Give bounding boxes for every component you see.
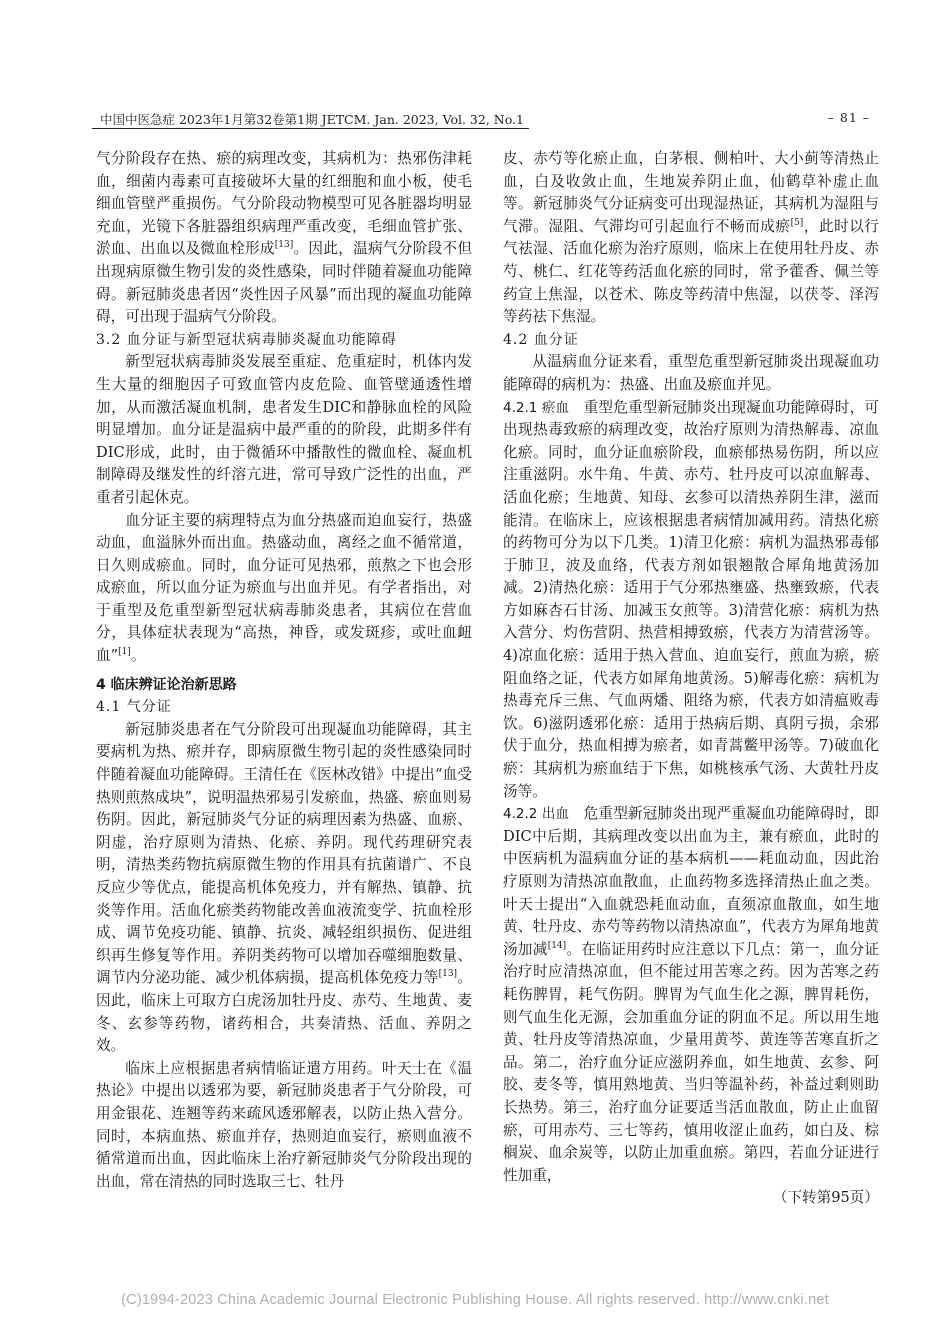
section-heading-3-2: 3.2 血分证与新型冠状病毒肺炎凝血功能障碍 — [96, 331, 397, 348]
citation-ref: [5] — [790, 217, 804, 228]
copyright-footer: (C)1994-2023 China Academic Journal Electronic Publishing House. All rights reserved. http://www.cnki.net — [121, 1292, 829, 1308]
header-rule — [92, 128, 529, 129]
right-column — [503, 148, 879, 1210]
paragraph: 从温病血分证来看，重型危重型新冠肺炎出现凝血功能障碍的病机为：热盛、出血及瘀血并见。 — [503, 353, 879, 393]
page-number: – 81 – — [827, 110, 870, 125]
citation-ref: [13] — [438, 969, 458, 980]
paragraph: 4.2.2 出血 危重型新冠肺炎出现严重凝血功能障碍时，即DIC中后期，其病理改变以出血为主，兼有瘀血，此时的中医病机为温病血分证的基本病机——耗血动血，因此治疗原则为清热凉血散血，止血药物多选择清热止血之类。叶天士提出“入血就恐耗血动血，直须凉血散血，如生地黄、牡丹皮、赤芍等药物以清热凉血”，代表方为犀角地黄汤加减[14]。在临证用药时应注意以下几点：第一，血分证治疗时应清热凉血，但不能过用苦寒之药。因为苦寒之药耗伤脾胃，耗气伤阴。脾胃为气血生化之源，脾胃耗伤，则气血生化无源，会加重血分证的阴血不足。所以用生地黄、牡丹皮等清热凉血，少量用黄芩、黄连等苦寒直折之品。第二，治疗血分证应滋阴养血，如生地黄、玄参、阿胶、麦冬等，慎用熟地黄、当归等温补药，补益过剩则助长热势。第三，治疗血分证要适当活血散血，防止止血留瘀，可用赤芍、三七等药，慎用收涩止血药，如白及、棕榈炭、血余炭等，以防止加重血瘀。第四，若血分证进行性加重， — [503, 805, 879, 1184]
subsection-heading-4-2-2: 4.2.2 出血 — [503, 806, 570, 823]
paragraph: 血分证主要的病理特点为血分热盛而迫血妄行，热盛动血，血溢脉外而出血。热盛动血，离经之血不循常道，日久则成瘀血。同时，血分证可见热邪，煎熬之下也会形成瘀血，所以血分证为瘀血与出血并见。有学者指出，对于重型及危重型新型冠状病毒肺炎患者，其病位在营血分，具体症状表现为“高热，神昏，或发斑疹，或吐血衄血”[1]。 — [96, 511, 472, 665]
paragraph: 新冠肺炎患者在气分阶段可出现凝血功能障碍，其主要病机为热、瘀并存，即病原微生物引起的炎性感染同时伴随着凝血功能障碍。王清任在《医林改错》中提出“血受热则煎熬成块”，说明温热邪易引发瘀血，热盛、瘀血则易伤阴。因此，新冠肺炎气分证的病理因素为热盛、血瘀、阴虚，治疗原则为清热、化瘀、养阴。现代药理研究表明，清热类药物抗病原微生物的作用具有抗菌谱广、不良反应少等优点，能提高机体免疫力，并有解热、镇静、抗炎等作用。活血化瘀类药物能改善血液流变学、抗血栓形成、调节免疫功能、镇静、抗炎、减轻组织损伤、促进组织再生修复等作用。养阴类药物可以增加吞噬细胞数量、调节内分泌功能、减少机体病损，提高机体免疫力等[13]。因此，临床上可取方白虎汤加牡丹皮、赤芍、生地黄、麦冬、玄参等药物，诸药相合，共奏清热、活血、养阴之效。 — [96, 720, 472, 1055]
subsection-heading-4-2-1: 4.2.1 瘀血 — [503, 399, 570, 416]
section-heading-4-1: 4.1 气分证 — [96, 699, 172, 716]
left-column — [96, 148, 472, 1193]
paragraph: 皮、赤芍等化瘀止血，白茅根、侧柏叶、大小蓟等清热止血，白及收敛止血，生地炭养阴止血，仙鹤草补虚止血等。新冠肺炎气分证病变可出现湿热证，其病机为湿阻与气滞。湿阻、气滞均可引起血行不畅而成瘀[5]，此时以行气祛湿、活血化瘀为治疗原则，临床上在使用牡丹皮、赤芍、桃仁、红花等药活血化瘀的同时，常予藿香、佩兰等药宣上焦湿，以苍术、陈皮等药清中焦湿，以茯苓、泽泻等药祛下焦湿。 — [503, 150, 879, 326]
journal-citation: 中国中医急症 2023年1月第32卷第1期 JETCM. Jan. 2023, Vol. 32, No.1 — [100, 112, 524, 127]
citation-ref: [13] — [274, 240, 294, 251]
paragraph: 新型冠状病毒肺炎发展至重症、危重症时，机体内发生大量的细胞因子可致血管内皮危险、血管壁通透性增加，从而激活凝血机制，患者发生DIC和静脉血栓的风险明显增加。血分证是温病中最严重的的阶段，此期多伴有DIC形成，此时，由于微循环中播散性的微血栓、凝血机制障碍及继发性的纤溶亢进，常可导致广泛性的出血，严重者引起休克。 — [96, 353, 472, 506]
paragraph: 气分阶段存在热、瘀的病理改变，其病机为：热邪伤津耗血，细菌内毒素可直接破坏大量的红细胞和血小板，使毛细血管壁严重损伤。气分阶段动物模型可见各脏器均明显充血，光镜下各脏器组织病理严重改变，毛细血管扩张、淤血、出血以及微血栓形成[13]。因此，温病气分阶段不但出现病原微生物引发的炎性感染，同时伴随着凝血功能障碍。新冠肺炎患者因“炎性因子风暴”而出现的凝血功能障碍，可出现于温病气分阶段。 — [96, 150, 472, 326]
continued-note: （下转第95页） — [772, 1189, 879, 1207]
paragraph: 临床上应根据患者病情临证遣方用药。叶天士在《温热论》中提出以透邪为要，新冠肺炎患者于气分阶段，可用金银花、连翘等药来疏风透邪解表，以防止热入营分。同时，本病血热、瘀血并存，热则迫血妄行，瘀则血液不循常道而出血，因此临床上治疗新冠肺炎气分阶段出现的出血，常在清热的同时选取三七、牡丹 — [96, 1059, 472, 1190]
citation-ref: [14] — [547, 940, 567, 951]
section-heading-4: 4 临床辨证论治新思路 — [96, 676, 237, 693]
section-heading-4-2: 4.2 血分证 — [503, 331, 579, 348]
paragraph: 4.2.1 瘀血 重型危重型新冠肺炎出现凝血功能障碍时，可出现热毒致瘀的病理改变，故治疗原则为清热解毒、凉血化瘀。同时，血分证血瘀阶段，血瘀郁热易伤阴，所以应注重滋阴。水牛角、牛黄、赤芍、牡丹皮可以凉血解毒、活血化瘀；生地黄、知母、玄参可以清热养阴生津，滋而能清。在临床上，应该根据患者病情加减用药。清热化瘀的药物可分为以下几类。1)清卫化瘀：病机为温热邪毒郁于肺卫，波及血络，代表方剂如银翘散合犀角地黄汤加减。2)清热化瘀：适用于气分邪热壅盛、热壅致瘀，代表方如麻杏石甘汤、加减玉女煎等。3)清营化瘀：病机为热入营分、灼伤营阴、热营相搏致瘀，代表方为清营汤等。4)凉血化瘀：适用于热入营血、迫血妄行，煎血为瘀，瘀阻血络之证，代表方如犀角地黄汤。5)解毒化瘀：病机为热毒充斥三焦、气血两燔、阻络为瘀，代表方如清瘟败毒饮。6)滋阴透邪化瘀：适用于热病后期、真阴亏损，余邪伏于血分，热血相搏为瘀者，如青蒿鳖甲汤等。7)破血化瘀：其病机为瘀血结于下焦，如桃核承气汤、大黄牡丹皮汤等。 — [503, 398, 879, 800]
citation-ref: [1] — [118, 647, 131, 658]
